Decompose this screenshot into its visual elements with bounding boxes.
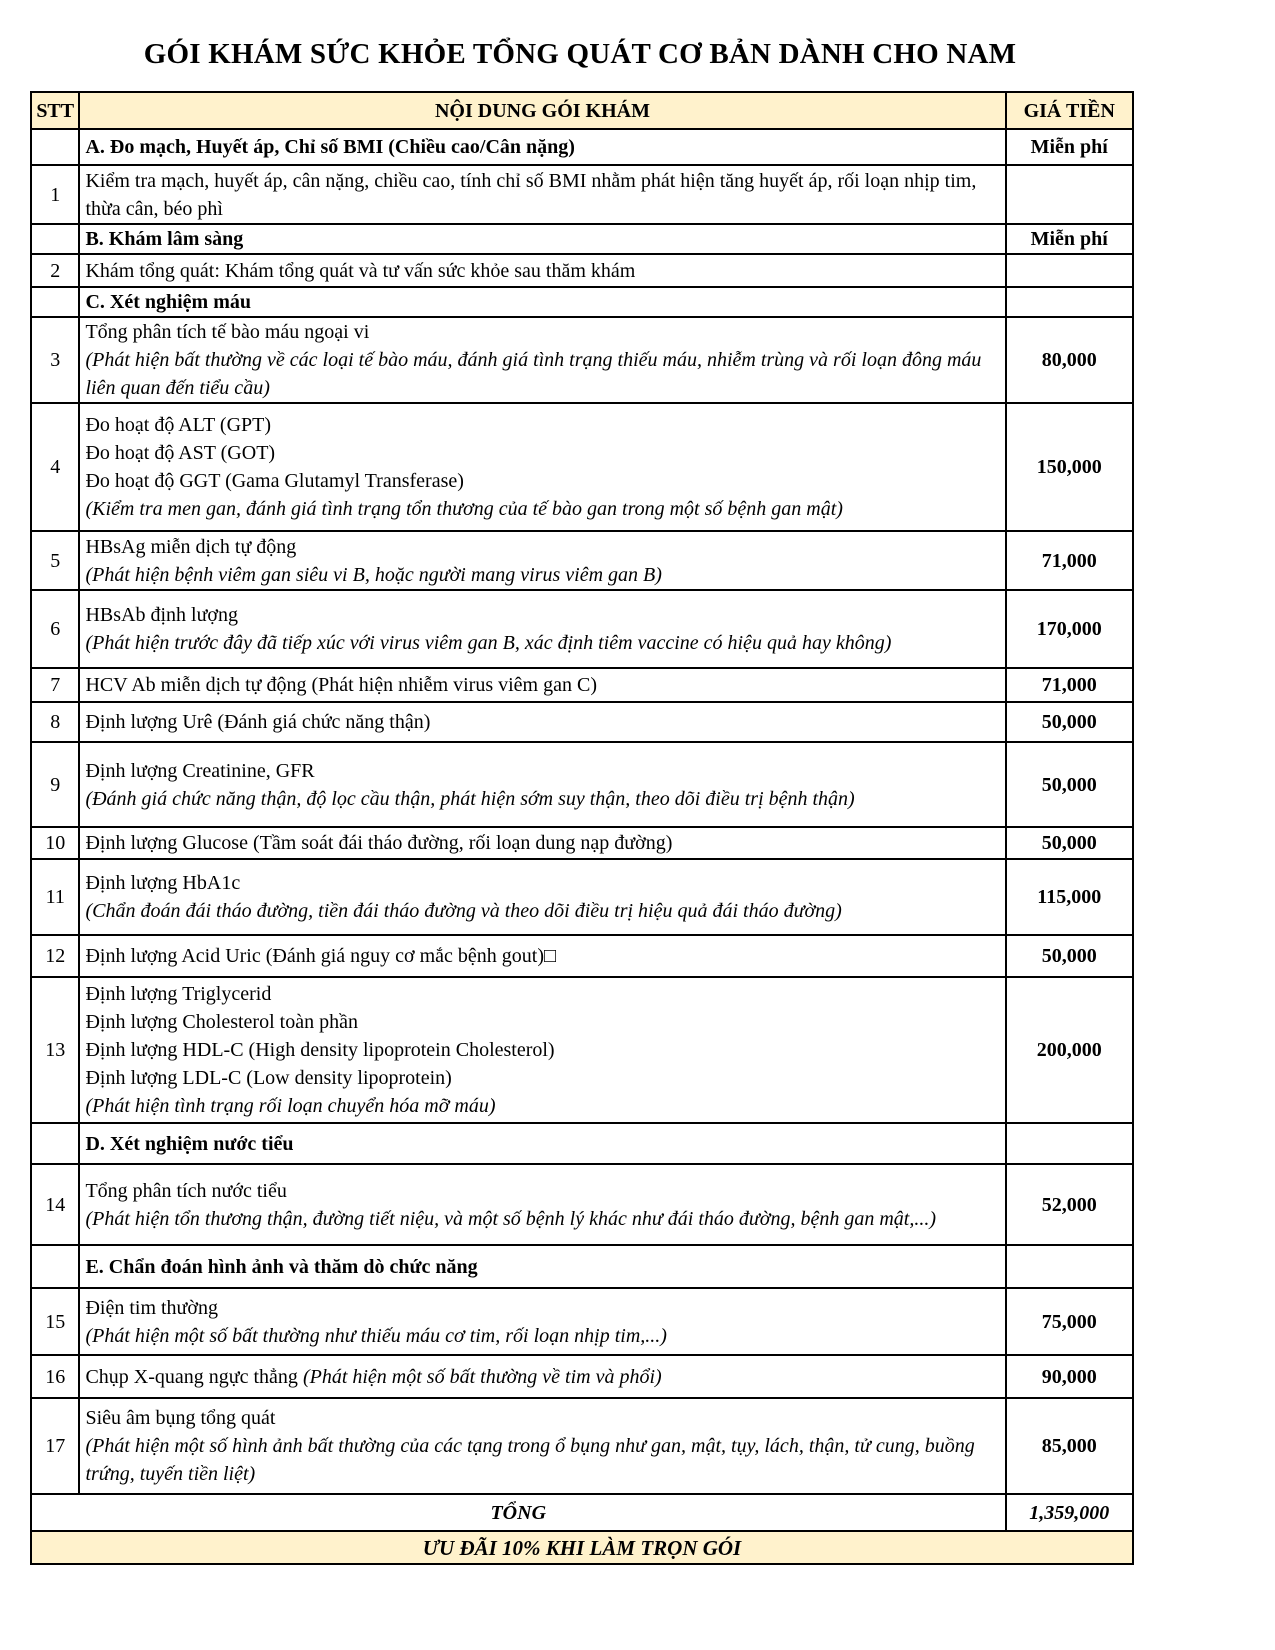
table-row — [31, 702, 1133, 742]
row-stt — [31, 224, 79, 254]
row-stt: 10 — [31, 827, 79, 859]
table-row — [31, 1398, 1133, 1494]
row-content — [79, 1288, 1005, 1355]
table-row — [31, 935, 1133, 977]
table-row — [31, 590, 1133, 668]
row-price: 170,000 — [1006, 590, 1134, 668]
row-stt: 3 — [31, 317, 79, 403]
row-stt — [31, 1123, 79, 1164]
header-stt: STT — [31, 92, 79, 129]
row-content — [79, 403, 1005, 531]
row-price: 85,000 — [1006, 1398, 1134, 1494]
row-price — [1006, 254, 1134, 287]
row-stt: 17 — [31, 1398, 79, 1494]
row-price — [1006, 287, 1134, 317]
row-stt: 2 — [31, 254, 79, 287]
table-row — [31, 531, 1133, 590]
content-note: (Phát hiện bất thường về các loại tế bào máu, đánh giá tình trạng thiếu máu, nhiễm trùng và rối loạn đông máu liên quan đến tiểu cầu) — [85, 349, 982, 399]
section-row — [31, 1245, 1133, 1288]
row-stt: 6 — [31, 590, 79, 668]
content-line: Chụp X-quang ngực thẳng — [85, 1365, 298, 1388]
content-line: HBsAb định lượng — [85, 604, 238, 626]
row-price: 200,000 — [1006, 977, 1134, 1123]
content-line: D. Xét nghiệm nước tiểu — [85, 1132, 294, 1155]
row-price: 75,000 — [1006, 1288, 1134, 1355]
content-line: HCV Ab miễn dịch tự động (Phát hiện nhiễm virus viêm gan C) — [85, 674, 597, 696]
table-header-row — [31, 92, 1133, 129]
content-line: E. Chẩn đoán hình ảnh và thăm dò chức năng — [85, 1255, 478, 1278]
table-row — [31, 1355, 1133, 1398]
row-price — [1006, 165, 1134, 224]
table-row — [31, 165, 1133, 224]
section-title — [79, 224, 1005, 254]
page-title: GÓI KHÁM SỨC KHỎE TỔNG QUÁT CƠ BẢN DÀNH CHO NAM — [143, 38, 1017, 70]
content-line: Định lượng Acid Uric (Đánh giá nguy cơ mắc bệnh gout)□ — [85, 945, 557, 967]
content-line: Kiểm tra mạch, huyết áp, cân nặng, chiều cao, tính chỉ số BMI nhằm phát hiện tăng huyết áp, rối loạn nhịp tim, thừa cân, béo phì — [85, 169, 977, 220]
content-note: (Chẩn đoán đái tháo đường, tiền đái tháo đường và theo dõi điều trị hiệu quả đái tháo đường) — [85, 900, 842, 922]
row-price — [1006, 1123, 1134, 1164]
section-title — [79, 129, 1005, 165]
content-note: (Phát hiện một số bất thường về tim và phổi) — [302, 1365, 662, 1388]
row-price: 50,000 — [1006, 742, 1134, 827]
content-line: Tổng phân tích nước tiểu — [85, 1179, 287, 1202]
content-line: Định lượng Creatinine, GFR — [85, 759, 315, 782]
row-content — [79, 702, 1005, 742]
price-table — [30, 91, 1134, 1565]
row-stt: 15 — [31, 1288, 79, 1355]
row-price: 50,000 — [1006, 935, 1134, 977]
row-content — [79, 1398, 1005, 1494]
row-content — [79, 1355, 1005, 1398]
row-content — [79, 317, 1005, 403]
section-row — [31, 1123, 1133, 1164]
content-line: Định lượng Urê (Đánh giá chức năng thận) — [85, 711, 431, 733]
content-line: Đo hoạt độ AST (GOT) — [85, 442, 276, 464]
content-note: (Đánh giá chức năng thận, độ lọc cầu thận, phát hiện sớm suy thận, theo dõi điều trị bệnh thận) — [85, 787, 855, 810]
content-note: (Phát hiện bệnh viêm gan siêu vi B, hoặc người mang virus viêm gan B) — [85, 563, 662, 586]
row-price: 50,000 — [1006, 702, 1134, 742]
content-line: Đo hoạt độ GGT (Gama Glutamyl Transferase) — [85, 470, 464, 492]
table-body — [31, 129, 1133, 1494]
row-stt — [31, 1245, 79, 1288]
table-row — [31, 977, 1133, 1123]
row-stt: 11 — [31, 859, 79, 935]
row-price: 150,000 — [1006, 403, 1134, 531]
section-row — [31, 224, 1133, 254]
section-row — [31, 287, 1133, 317]
content-note: (Phát hiện một số hình ảnh bất thường của các tạng trong ổ bụng như gan, mật, tụy, lách, thận, tử cung, buồng trứng, tuyến tiền liệt) — [85, 1435, 975, 1485]
content-note: (Phát hiện một số bất thường như thiếu máu cơ tim, rối loạn nhịp tim,...) — [85, 1324, 667, 1347]
row-stt: 13 — [31, 977, 79, 1123]
row-stt: 16 — [31, 1355, 79, 1398]
table-row — [31, 1288, 1133, 1355]
row-price: 71,000 — [1006, 668, 1134, 702]
content-line: C. Xét nghiệm máu — [85, 291, 251, 313]
row-content — [79, 859, 1005, 935]
row-price: 50,000 — [1006, 827, 1134, 859]
content-note: (Phát hiện tình trạng rối loạn chuyển hóa mỡ máu) — [85, 1095, 496, 1117]
row-price: 90,000 — [1006, 1355, 1134, 1398]
row-price — [1006, 1245, 1134, 1288]
row-content — [79, 742, 1005, 827]
total-row — [31, 1494, 1133, 1531]
content-note: (Phát hiện tổn thương thận, đường tiết niệu, và một số bệnh lý khác như đái tháo đường, bệnh gan mật,...) — [85, 1207, 936, 1230]
table-row — [31, 859, 1133, 935]
content-line: Định lượng HDL-C (High density lipoprotein Cholesterol) — [85, 1039, 555, 1061]
row-content — [79, 935, 1005, 977]
content-line: B. Khám lâm sàng — [85, 228, 244, 250]
row-price: 52,000 — [1006, 1164, 1134, 1245]
content-line: Định lượng HbA1c — [85, 872, 241, 894]
section-row — [31, 129, 1133, 165]
section-title — [79, 287, 1005, 317]
content-line: Định lượng Cholesterol toàn phần — [85, 1011, 358, 1033]
row-stt: 12 — [31, 935, 79, 977]
total-value: 1,359,000 — [1006, 1494, 1134, 1531]
content-note: (Kiểm tra men gan, đánh giá tình trạng tổn thương của tế bào gan trong một số bệnh gan mật) — [85, 498, 843, 520]
row-content — [79, 531, 1005, 590]
header-content: NỘI DUNG GÓI KHÁM — [79, 92, 1005, 129]
content-line: Siêu âm bụng tổng quát — [85, 1407, 276, 1429]
row-stt: 1 — [31, 165, 79, 224]
row-stt: 14 — [31, 1164, 79, 1245]
content-line: Định lượng LDL-C (Low density lipoprotein) — [85, 1067, 452, 1089]
table-row — [31, 742, 1133, 827]
offer-row — [31, 1531, 1133, 1564]
row-price: Miễn phí — [1006, 129, 1134, 165]
row-stt — [31, 287, 79, 317]
row-content — [79, 827, 1005, 859]
content-note: (Phát hiện trước đây đã tiếp xúc với virus viêm gan B, xác định tiêm vaccine có hiệu quả hay không) — [85, 632, 892, 654]
row-content — [79, 977, 1005, 1123]
table-row — [31, 1164, 1133, 1245]
row-stt — [31, 129, 79, 165]
content-line: HBsAg miễn dịch tự động — [85, 535, 297, 558]
total-label: TỔNG — [31, 1494, 1006, 1531]
content-line: Đo hoạt độ ALT (GPT) — [85, 414, 272, 436]
table-row — [31, 668, 1133, 702]
table-row — [31, 254, 1133, 287]
row-price: Miễn phí — [1006, 224, 1134, 254]
row-content — [79, 254, 1005, 287]
row-stt: 9 — [31, 742, 79, 827]
content-line: A. Đo mạch, Huyết áp, Chỉ số BMI (Chiều cao/Cân nặng) — [85, 136, 575, 158]
table-row — [31, 403, 1133, 531]
content-line: Tổng phân tích tế bào máu ngoại vi — [85, 321, 370, 343]
row-content — [79, 590, 1005, 668]
row-stt: 8 — [31, 702, 79, 742]
content-line: Khám tổng quát: Khám tổng quát và tư vấn sức khỏe sau thăm khám — [85, 259, 636, 282]
row-stt: 7 — [31, 668, 79, 702]
header-price: GIÁ TIỀN — [1006, 92, 1134, 129]
table-row — [31, 827, 1133, 859]
content-line: Định lượng Glucose (Tầm soát đái tháo đường, rối loạn dung nạp đường) — [85, 832, 673, 854]
row-stt: 4 — [31, 403, 79, 531]
row-content — [79, 1164, 1005, 1245]
section-title — [79, 1123, 1005, 1164]
row-content — [79, 668, 1005, 702]
row-content — [79, 165, 1005, 224]
content-line: Điện tim thường — [85, 1296, 218, 1319]
row-price: 115,000 — [1006, 859, 1134, 935]
content-line: Định lượng Triglycerid — [85, 983, 272, 1005]
row-stt: 5 — [31, 531, 79, 590]
row-price: 80,000 — [1006, 317, 1134, 403]
section-title — [79, 1245, 1005, 1288]
row-price: 71,000 — [1006, 531, 1134, 590]
table-row — [31, 317, 1133, 403]
offer-text: ƯU ĐÃI 10% KHI LÀM TRỌN GÓI — [31, 1531, 1133, 1564]
